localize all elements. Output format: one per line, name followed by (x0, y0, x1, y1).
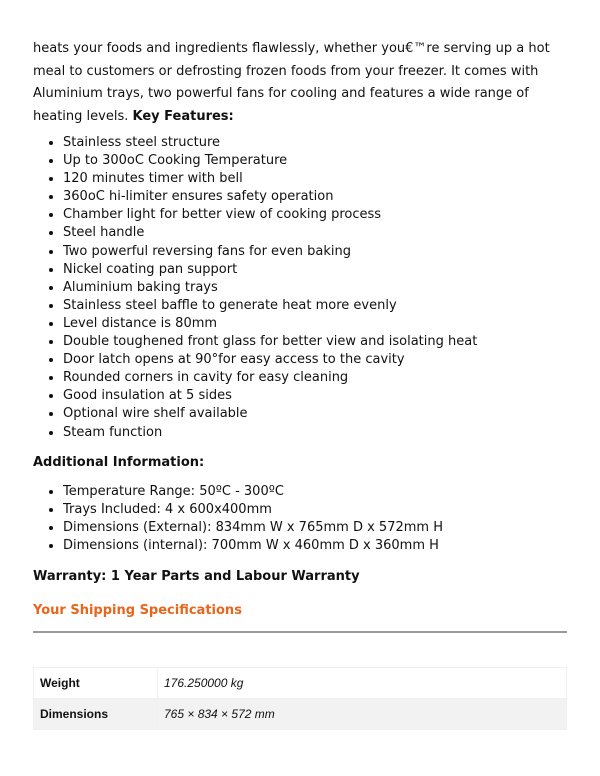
list-item: • Level distance is 80mm (63, 315, 567, 333)
table-row (34, 667, 567, 698)
list-item: • 360oC hi-limiter ensures safety operation (63, 188, 567, 206)
list-item: • Dimensions (internal): 700mm W x 460mm D x 360mm H (63, 537, 567, 555)
dimensions-label: Dimensions (34, 698, 158, 729)
list-item: • Steel handle (63, 224, 567, 242)
list-item: • Good insulation at 5 sides (63, 387, 567, 405)
table-row (34, 698, 567, 729)
shipping-specs-table (33, 667, 567, 730)
key-features-label: Key Features: (132, 108, 234, 124)
weight-label: Weight (34, 667, 158, 698)
list-item: • Temperature Range: 50ºC - 300ºC (63, 483, 567, 501)
key-features-list (33, 134, 567, 442)
dimensions-value: 765 × 834 × 572 mm (158, 698, 567, 729)
additional-info-heading: Additional Information: (33, 454, 205, 470)
list-item: • Aluminium baking trays (63, 279, 567, 297)
list-item: • Up to 300oC Cooking Temperature (63, 152, 567, 170)
intro-text: heats your foods and ingredients flawlessly, whether you€™re serving up a hot meal to customers or defrosting frozen foods from your freezer. It comes with Aluminium trays, two powerful fans for cooling and features a wide range of heating levels. (33, 41, 550, 124)
warranty-heading: Warranty: 1 Year Parts and Labour Warranty (33, 568, 360, 584)
list-item: • Steam function (63, 424, 567, 442)
list-item: • Door latch opens at 90°for easy access to the cavity (63, 351, 567, 369)
additional-info-list (33, 483, 567, 555)
weight-value: 176.250000 kg (158, 667, 567, 698)
list-item: • 120 minutes timer with bell (63, 170, 567, 188)
intro-paragraph (33, 38, 567, 128)
list-item: • Two powerful reversing fans for even baking (63, 243, 567, 261)
list-item: • Stainless steel structure (63, 134, 567, 152)
list-item: • Dimensions (External): 834mm W x 765mm D x 572mm H (63, 519, 567, 537)
list-item: • Chamber light for better view of cooking process (63, 206, 567, 224)
list-item: • Optional wire shelf available (63, 405, 567, 423)
list-item: • Nickel coating pan support (63, 261, 567, 279)
list-item: • Rounded corners in cavity for easy cleaning (63, 369, 567, 387)
divider (33, 631, 567, 633)
list-item: • Trays Included: 4 x 600x400mm (63, 501, 567, 519)
product-description (33, 38, 567, 730)
list-item: • Stainless steel baffle to generate heat more evenly (63, 297, 567, 315)
shipping-specs-title: Your Shipping Specifications (33, 602, 242, 618)
list-item: • Double toughened front glass for better view and isolating heat (63, 333, 567, 351)
